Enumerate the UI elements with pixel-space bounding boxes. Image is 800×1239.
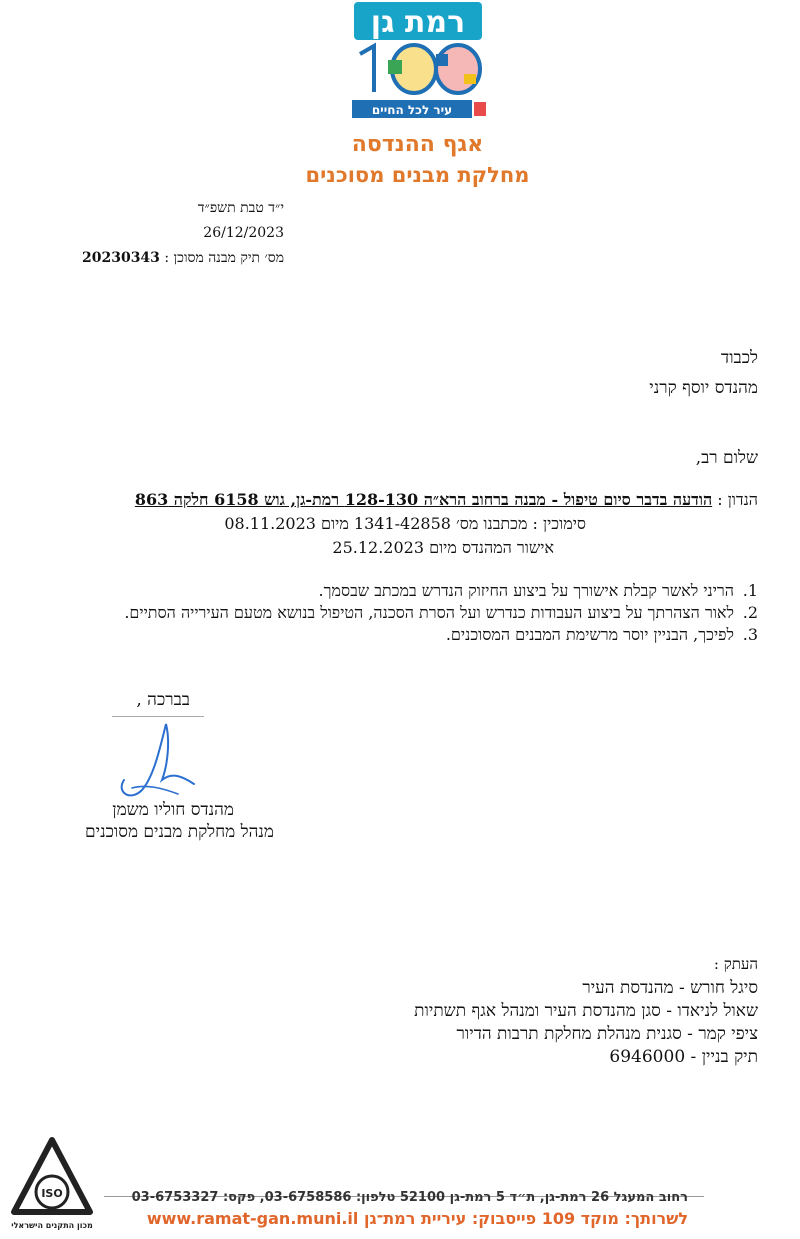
footer-service[interactable]: לשרותך: מוקד 109 פייסבוק: עיריית רמת־גן www.ramat-gan.muni.il (146, 1209, 688, 1228)
subject-text: הודעה בדבר סיום טיפול - מבנה ברחוב הרא״ה 128-130 רמת-גן, גוש 6158 חלקה 863 (134, 490, 713, 509)
hebrew-date: י״ד טבת תשפ״ד (197, 200, 284, 216)
signer-name: מהנדס חוליו משמן (112, 800, 234, 820)
recipient-name: מהנדס יוסף קרני (649, 378, 758, 398)
footer-address: רחוב המעגל 26 רמת-גן, ת״ד 5 רמת-גן 52100 טלפון: 03-6758586, פקס: 03-6753327 (131, 1190, 688, 1205)
file-number-label: מס׳ תיק מבנה מסוכן : (164, 250, 284, 266)
approval-line: אישור המהנדס מיום 25.12.2023 (332, 538, 554, 557)
logo-slogan: עיר לכל החיים (371, 103, 453, 117)
recipient-to: לכבוד (721, 348, 758, 368)
signer-title: מנהל מחלקת מבנים מסוכנים (85, 822, 274, 842)
cc-label: העתק : (713, 955, 758, 973)
handwritten-signature (112, 718, 202, 800)
department-title: אגף ההנדסה (351, 132, 484, 157)
subject-line (135, 490, 758, 510)
cc-line: תיק בניין - 6946000 (609, 1047, 758, 1067)
reference-line: סימוכין : מכתבנו מס׳ 1341-42858 מיום 08.11.2023 (224, 514, 586, 533)
svg-text:ISO: ISO (41, 1187, 63, 1200)
cc-line: שאול לניאדו - סגן מהנדסת העיר ומנהל אגף תשתיות (414, 1001, 758, 1021)
division-title: מחלקת מבנים מסוכנים (305, 163, 530, 187)
item-list (58, 580, 758, 646)
list-item: 1. הריני לאשר קבלת אישורך על ביצוע החיזוק הנדרש במכתב שבסמך. (318, 581, 758, 600)
logo-city-name: רמת גן (370, 5, 466, 40)
list-item: 2. לאור הצהרתך על ביצוע העבודות כנדרש ועל הסרת הסכנה, הטיפול בנושא מטעם העירייה הסתיים. (124, 603, 758, 622)
file-number-line (82, 250, 284, 267)
subject-label: הנדון : (717, 490, 758, 509)
cc-line: סיגל חורש - מהנדסת העיר (582, 978, 758, 998)
svg-text:מכון התקנים הישראלי: מכון התקנים הישראלי (11, 1221, 93, 1230)
file-number: 20230343 (81, 250, 160, 266)
standards-institute-logo (10, 1136, 94, 1232)
ramat-gan-100-logo (348, 2, 488, 120)
cc-line: ציפי קמר - סגנית מנהלת מחלקת תרבות הדיור (456, 1024, 758, 1044)
signature-divider (112, 716, 204, 717)
letter-date: 26/12/2023 (203, 225, 284, 241)
salutation: שלום רב, (695, 448, 758, 468)
closing: בברכה , (136, 690, 190, 710)
list-item: 3. לפיכך, הבניין יוסר מרשימת המבנים המסוכנים. (445, 625, 758, 644)
